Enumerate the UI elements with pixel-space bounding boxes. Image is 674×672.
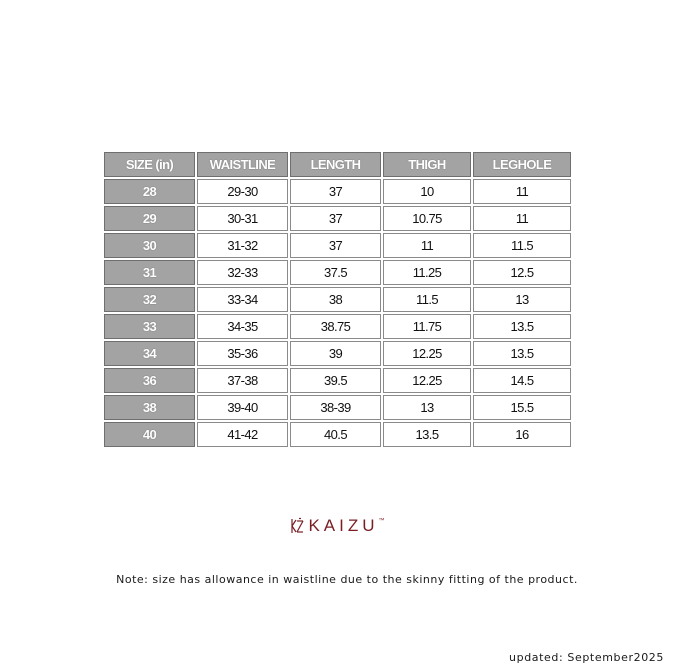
table-row bbox=[104, 314, 571, 339]
length-cell: 39.5 bbox=[290, 368, 381, 393]
header-length: LENGTH bbox=[290, 152, 381, 177]
brand-name: KAIZU bbox=[308, 516, 379, 535]
kaizu-logo-mark-icon bbox=[289, 517, 305, 535]
size-cell: 33 bbox=[104, 314, 195, 339]
header-row bbox=[104, 152, 571, 177]
fit-note: Note: size has allowance in waistline due to the skinny fitting of the product. bbox=[116, 573, 578, 586]
waistline-cell: 35-36 bbox=[197, 341, 288, 366]
table-row bbox=[104, 179, 571, 204]
thigh-cell: 11.5 bbox=[383, 287, 471, 312]
header-size: SIZE (in) bbox=[104, 152, 195, 177]
waistline-cell: 29-30 bbox=[197, 179, 288, 204]
waistline-cell: 30-31 bbox=[197, 206, 288, 231]
thigh-cell: 12.25 bbox=[383, 341, 471, 366]
waistline-cell: 33-34 bbox=[197, 287, 288, 312]
table-row bbox=[104, 395, 571, 420]
thigh-cell: 11 bbox=[383, 233, 471, 258]
waistline-cell: 37-38 bbox=[197, 368, 288, 393]
size-chart-table bbox=[102, 150, 573, 449]
table-row bbox=[104, 233, 571, 258]
leghole-cell: 11.5 bbox=[473, 233, 571, 258]
length-cell: 39 bbox=[290, 341, 381, 366]
size-cell: 30 bbox=[104, 233, 195, 258]
leghole-cell: 14.5 bbox=[473, 368, 571, 393]
thigh-cell: 10.75 bbox=[383, 206, 471, 231]
size-cell: 29 bbox=[104, 206, 195, 231]
waistline-cell: 31-32 bbox=[197, 233, 288, 258]
length-cell: 40.5 bbox=[290, 422, 381, 447]
leghole-cell: 13 bbox=[473, 287, 571, 312]
size-cell: 40 bbox=[104, 422, 195, 447]
leghole-cell: 13.5 bbox=[473, 341, 571, 366]
leghole-cell: 16 bbox=[473, 422, 571, 447]
updated-date: updated: September2025 bbox=[509, 651, 664, 664]
table-row bbox=[104, 287, 571, 312]
thigh-cell: 10 bbox=[383, 179, 471, 204]
leghole-cell: 11 bbox=[473, 179, 571, 204]
brand-logo bbox=[0, 516, 674, 536]
thigh-cell: 13 bbox=[383, 395, 471, 420]
table-row bbox=[104, 260, 571, 285]
size-cell: 38 bbox=[104, 395, 195, 420]
length-cell: 37 bbox=[290, 233, 381, 258]
table-row bbox=[104, 368, 571, 393]
leghole-cell: 13.5 bbox=[473, 314, 571, 339]
thigh-cell: 12.25 bbox=[383, 368, 471, 393]
leghole-cell: 11 bbox=[473, 206, 571, 231]
leghole-cell: 12.5 bbox=[473, 260, 571, 285]
length-cell: 38-39 bbox=[290, 395, 381, 420]
size-cell: 31 bbox=[104, 260, 195, 285]
table-row bbox=[104, 206, 571, 231]
trademark-symbol: ™ bbox=[378, 518, 385, 524]
table-row bbox=[104, 422, 571, 447]
header-waistline: WAISTLINE bbox=[197, 152, 288, 177]
header-thigh: THIGH bbox=[383, 152, 471, 177]
length-cell: 38 bbox=[290, 287, 381, 312]
table-row bbox=[104, 341, 571, 366]
waistline-cell: 34-35 bbox=[197, 314, 288, 339]
length-cell: 37 bbox=[290, 206, 381, 231]
thigh-cell: 13.5 bbox=[383, 422, 471, 447]
waistline-cell: 41-42 bbox=[197, 422, 288, 447]
leghole-cell: 15.5 bbox=[473, 395, 571, 420]
length-cell: 38.75 bbox=[290, 314, 381, 339]
length-cell: 37 bbox=[290, 179, 381, 204]
header-leghole: LEGHOLE bbox=[473, 152, 571, 177]
size-cell: 36 bbox=[104, 368, 195, 393]
thigh-cell: 11.75 bbox=[383, 314, 471, 339]
size-cell: 28 bbox=[104, 179, 195, 204]
size-cell: 32 bbox=[104, 287, 195, 312]
size-cell: 34 bbox=[104, 341, 195, 366]
waistline-cell: 32-33 bbox=[197, 260, 288, 285]
waistline-cell: 39-40 bbox=[197, 395, 288, 420]
thigh-cell: 11.25 bbox=[383, 260, 471, 285]
length-cell: 37.5 bbox=[290, 260, 381, 285]
